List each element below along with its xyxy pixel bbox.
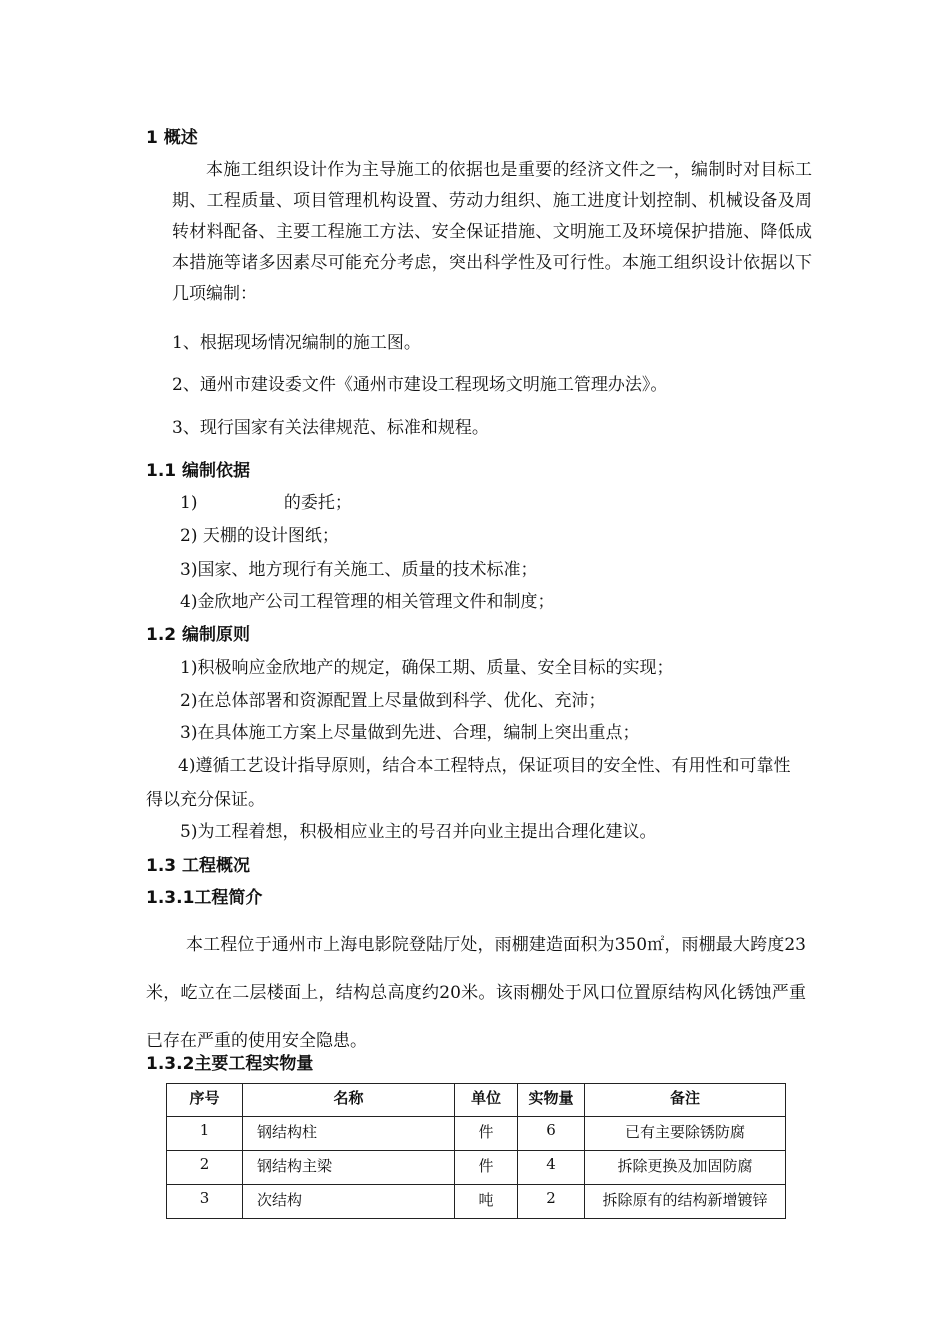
cell-quantity: 6 bbox=[518, 1117, 585, 1151]
s12-item-2: 2)在总体部署和资源配置上尽量做到科学、优化、充沛； bbox=[180, 691, 606, 711]
col-header-unit: 单位 bbox=[455, 1084, 518, 1117]
table-row bbox=[167, 1117, 786, 1151]
s12-item-1: 1)积极响应金欣地产的规定，确保工期、质量、安全目标的实现； bbox=[180, 658, 674, 678]
col-header-index: 序号 bbox=[167, 1084, 243, 1117]
section-1-2-heading: 1.2 编制原则 bbox=[146, 625, 251, 645]
s12-item-3: 3)在具体施工方案上尽量做到先进、合理，编制上突出重点； bbox=[180, 723, 640, 743]
cell-index: 2 bbox=[167, 1151, 243, 1185]
section-1-intro: 本施工组织设计作为主导施工的依据也是重要的经济文件之一，编制时对目标工期、工程质量、项目管理机构设置、劳动力组织、施工进度计划控制、机械设备及周转材料配备、主要工程施工方法、安全保证措施、文明施工及环境保护措施、降低成本措施等诸多因素尽可能充分考虑，突出科学性及可行性。本施工组织设计依据以下几项编制： bbox=[172, 160, 812, 304]
s11-item-2: 2) 天棚的设计图纸； bbox=[180, 526, 339, 546]
s12-item-4: 4)遵循工艺设计指导原则，结合本工程特点，保证项目的安全性、有用性和可靠性得以充分保证。 bbox=[146, 756, 791, 810]
basis-item-3: 3、现行国家有关法律规范、标准和规程。 bbox=[172, 418, 489, 438]
s11-item-1: 1) 的委托； bbox=[180, 493, 352, 513]
cell-name: 钢结构柱 bbox=[243, 1117, 455, 1151]
col-header-quantity: 实物量 bbox=[518, 1084, 585, 1117]
table-row bbox=[167, 1185, 786, 1219]
cell-name: 次结构 bbox=[243, 1185, 455, 1219]
project-intro-text: 本工程位于通州市上海电影院登陆厅处，雨棚建造面积为350㎡，雨棚最大跨度23米，屹立在二层楼面上，结构总高度约20米。该雨棚处于风口位置原结构风化锈蚀严重已存在严重的使用安全隐患。 bbox=[146, 935, 806, 1051]
cell-unit: 吨 bbox=[455, 1185, 518, 1219]
section-1-3-1-heading: 1.3.1工程简介 bbox=[146, 888, 263, 908]
section-1-3-2-heading: 1.3.2主要工程实物量 bbox=[146, 1054, 314, 1074]
s11-item-3: 3)国家、地方现行有关施工、质量的技术标准； bbox=[180, 560, 538, 580]
section-1-heading: 1 概述 bbox=[146, 128, 198, 148]
basis-item-2: 2、通州市建设委文件《通州市建设工程现场文明施工管理办法》。 bbox=[172, 375, 668, 395]
cell-unit: 件 bbox=[455, 1151, 518, 1185]
basis-item-1: 1、根据现场情况编制的施工图。 bbox=[172, 333, 421, 353]
cell-index: 3 bbox=[167, 1185, 243, 1219]
section-1-3-heading: 1.3 工程概况 bbox=[146, 856, 251, 876]
cell-unit: 件 bbox=[455, 1117, 518, 1151]
s12-item-5: 5)为工程着想，积极相应业主的号召并向业主提出合理化建议。 bbox=[180, 822, 657, 842]
cell-quantity: 2 bbox=[518, 1185, 585, 1219]
table-row bbox=[167, 1151, 786, 1185]
cell-name: 钢结构主梁 bbox=[243, 1151, 455, 1185]
table-header-row bbox=[167, 1084, 786, 1117]
cell-quantity: 4 bbox=[518, 1151, 585, 1185]
col-header-remarks: 备注 bbox=[585, 1084, 786, 1117]
cell-remarks: 已有主要除锈防腐 bbox=[585, 1117, 786, 1151]
cell-remarks: 拆除原有的结构新增镀锌 bbox=[585, 1185, 786, 1219]
col-header-name: 名称 bbox=[243, 1084, 455, 1117]
quantity-table bbox=[166, 1083, 786, 1219]
cell-index: 1 bbox=[167, 1117, 243, 1151]
cell-remarks: 拆除更换及加固防腐 bbox=[585, 1151, 786, 1185]
section-1-1-heading: 1.1 编制依据 bbox=[146, 461, 251, 481]
s11-item-4: 4)金欣地产公司工程管理的相关管理文件和制度； bbox=[180, 592, 555, 612]
